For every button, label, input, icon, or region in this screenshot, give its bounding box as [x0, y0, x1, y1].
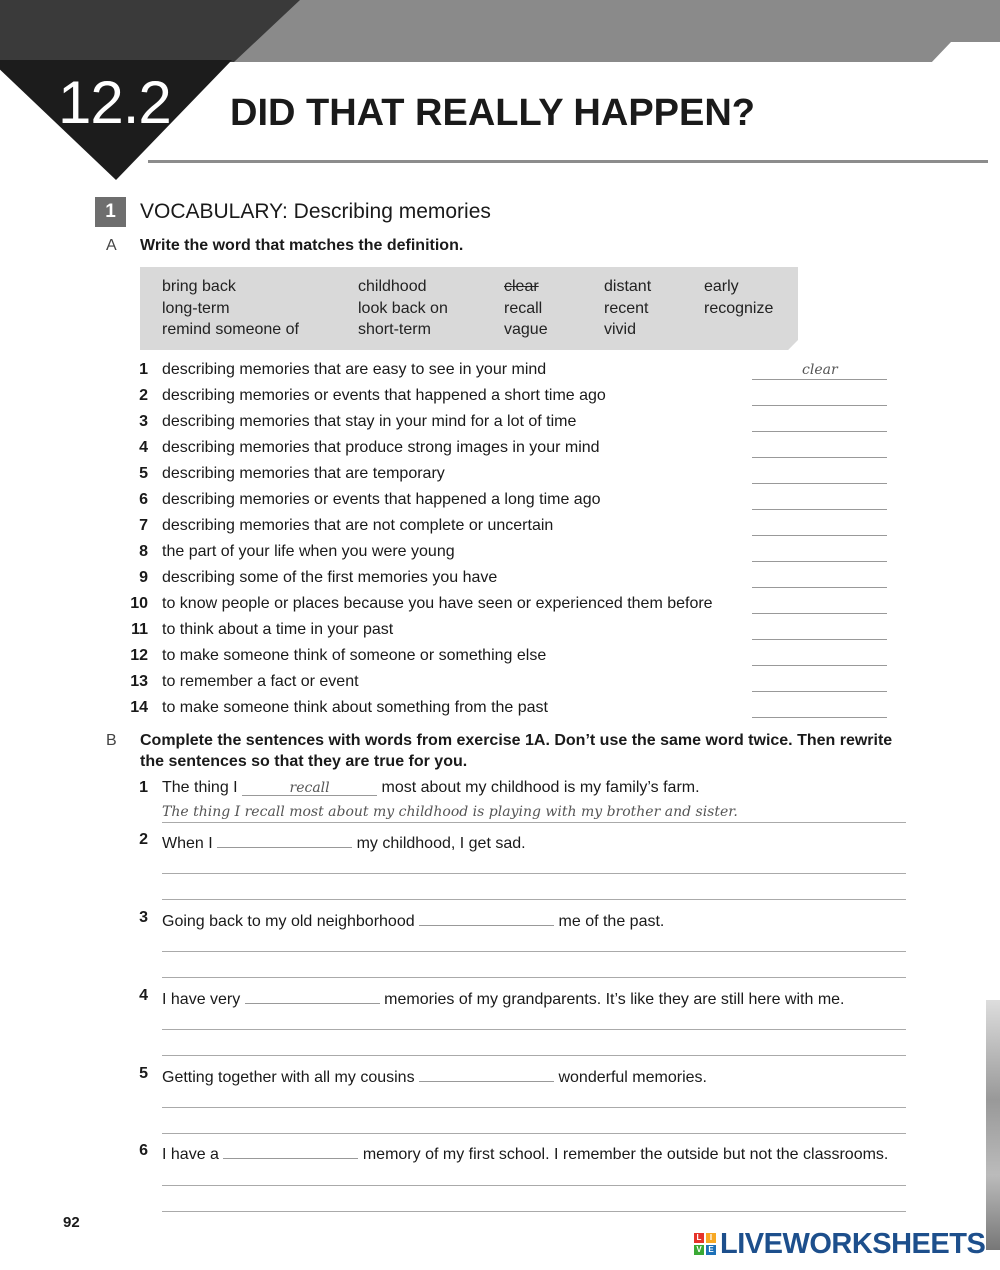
rewrite-line[interactable]	[162, 899, 906, 900]
item-number: 8	[139, 543, 148, 560]
item-number: 9	[139, 569, 148, 586]
definition-text: describing memories that stay in your mind for a lot of time	[162, 413, 577, 430]
definition-text: describing memories that are not complete or uncertain	[162, 517, 554, 534]
definition-text: to know people or places because you have seen or experienced them before	[162, 595, 713, 612]
item-number: 1	[139, 779, 148, 796]
answer-input-5[interactable]	[752, 463, 887, 484]
logo-letter: L	[694, 1233, 704, 1243]
page-title: DID THAT REALLY HAPPEN?	[230, 92, 756, 134]
answer-input-9[interactable]	[752, 567, 887, 588]
item-number: 1	[139, 361, 148, 378]
section-number: 1	[95, 197, 126, 227]
answer-input-11[interactable]	[752, 619, 887, 640]
definition-text: describing memories that are easy to see in your mind	[162, 361, 547, 378]
word-bank-item: early	[704, 278, 739, 295]
definition-text: to make someone think of someone or something else	[162, 647, 547, 664]
definition-text: describing memories or events that happened a short time ago	[162, 387, 606, 404]
answer-input-13[interactable]	[752, 671, 887, 692]
answer-input-6[interactable]	[752, 489, 887, 510]
word-bank-item: vague	[504, 321, 548, 338]
sentence-start: When I	[162, 835, 213, 852]
liveworksheets-logo	[694, 1228, 985, 1260]
answer-input-7[interactable]	[752, 515, 887, 536]
blank-input-2[interactable]	[217, 831, 352, 848]
item-number: 5	[139, 1065, 148, 1082]
item-number: 6	[139, 491, 148, 508]
definition-text: describing memories that produce strong images in your mind	[162, 439, 600, 456]
definition-text: to think about a time in your past	[162, 621, 394, 638]
word-bank-item: vivid	[604, 321, 637, 338]
rewrite-line[interactable]	[162, 977, 906, 978]
sentence-end: me of the past.	[558, 913, 665, 930]
sentence-start: I have very	[162, 991, 241, 1008]
logo-mark-icon	[694, 1233, 716, 1255]
rewrite-line[interactable]	[162, 1133, 906, 1134]
blank-answer-1: recall	[289, 780, 330, 796]
part-b-letter: B	[106, 732, 117, 749]
logo-letter: E	[706, 1245, 716, 1255]
answer-text-1: clear	[802, 362, 838, 378]
answer-input-12[interactable]	[752, 645, 887, 666]
item-number: 3	[139, 909, 148, 926]
item-number: 12	[130, 647, 148, 664]
item-number: 14	[130, 699, 148, 716]
sentence-1	[162, 779, 700, 797]
word-bank-item: distant	[604, 278, 652, 295]
unit-number: 12.2	[58, 69, 171, 136]
word-bank-item: short-term	[358, 321, 431, 338]
rewrite-line[interactable]	[162, 1107, 906, 1108]
word-bank-item: bring back	[162, 278, 236, 295]
sentence-3	[162, 909, 664, 931]
answer-input-8[interactable]	[752, 541, 887, 562]
answer-input-3[interactable]	[752, 411, 887, 432]
blank-input-3[interactable]	[419, 909, 554, 926]
item-number: 4	[139, 439, 148, 456]
definition-text: describing memories or events that happened a long time ago	[162, 491, 601, 508]
rewrite-line[interactable]	[162, 822, 906, 823]
rewrite-line[interactable]	[162, 1029, 906, 1030]
item-number: 11	[131, 621, 148, 638]
definition-text: describing memories that are temporary	[162, 465, 445, 482]
sentence-2	[162, 831, 526, 853]
word-bank-item: childhood	[358, 278, 427, 295]
word-bank-item-used: clear	[504, 278, 539, 295]
item-number: 2	[139, 831, 148, 848]
answer-input-14[interactable]	[752, 697, 887, 718]
rewrite-line[interactable]	[162, 1185, 906, 1186]
item-number: 7	[139, 517, 148, 534]
sentence-end: memories of my grandparents. It’s like they are still here with me.	[384, 991, 845, 1008]
rewrite-line[interactable]	[162, 1055, 906, 1056]
answer-input-2[interactable]	[752, 385, 887, 406]
sentence-start: The thing I	[162, 779, 238, 796]
blank-input-4[interactable]	[245, 987, 380, 1004]
sentence-6	[162, 1142, 888, 1164]
definition-text: to make someone think about something from the past	[162, 699, 548, 716]
sentence-end: my childhood, I get sad.	[356, 835, 526, 852]
item-number: 13	[130, 673, 148, 690]
example-rewrite: The thing I recall most about my childhood is playing with my brother and sister.	[162, 804, 738, 820]
answer-input-4[interactable]	[752, 437, 887, 458]
part-a-instruction: Write the word that matches the definition.	[140, 237, 464, 254]
item-number: 3	[139, 413, 148, 430]
part-b-instruction-line1: Complete the sentences with words from exercise 1A. Don’t use the same word twice. Then rewrite	[140, 732, 893, 749]
sentence-4	[162, 987, 845, 1009]
word-bank-item: recall	[504, 300, 543, 317]
edge-photo	[986, 1000, 1000, 1250]
word-bank-item: recent	[604, 300, 649, 317]
logo-letter: I	[706, 1233, 716, 1243]
page-number: 92	[63, 1214, 80, 1231]
sentence-end: memory of my first school. I remember the outside but not the classrooms.	[362, 1146, 889, 1163]
word-bank-item: look back on	[358, 300, 448, 317]
logo-letter: V	[694, 1245, 704, 1255]
sentence-5	[162, 1065, 707, 1087]
blank-input-6[interactable]	[223, 1142, 358, 1159]
item-number: 4	[139, 987, 148, 1004]
definition-text: to remember a fact or event	[162, 673, 359, 690]
definition-text: describing some of the first memories you have	[162, 569, 498, 586]
rewrite-line[interactable]	[162, 873, 906, 874]
rewrite-line[interactable]	[162, 951, 906, 952]
blank-input-5[interactable]	[419, 1065, 554, 1082]
item-number: 6	[139, 1142, 148, 1159]
item-number: 10	[130, 595, 148, 612]
item-number: 2	[139, 387, 148, 404]
part-b-instruction-line2: the sentences so that they are true for you.	[140, 753, 468, 770]
sentence-end: most about my childhood is my family’s farm.	[381, 779, 700, 796]
sentence-start: Going back to my old neighborhood	[162, 913, 415, 930]
word-bank-item: remind someone of	[162, 321, 299, 338]
sentence-end: wonderful memories.	[558, 1069, 707, 1086]
rewrite-line[interactable]	[162, 1211, 906, 1212]
logo-text: LIVEWORKSHEETS	[720, 1227, 986, 1260]
definition-text: the part of your life when you were young	[162, 543, 455, 560]
section-title: VOCABULARY: Describing memories	[140, 200, 491, 223]
word-bank-item: long-term	[162, 300, 230, 317]
sentence-start: I have a	[162, 1146, 219, 1163]
answer-input-10[interactable]	[752, 593, 887, 614]
sentence-start: Getting together with all my cousins	[162, 1069, 415, 1086]
blank-input-1[interactable]	[242, 779, 377, 796]
item-number: 5	[139, 465, 148, 482]
part-a-letter: A	[106, 237, 117, 254]
title-divider	[148, 160, 988, 163]
word-bank-item: recognize	[704, 300, 774, 317]
